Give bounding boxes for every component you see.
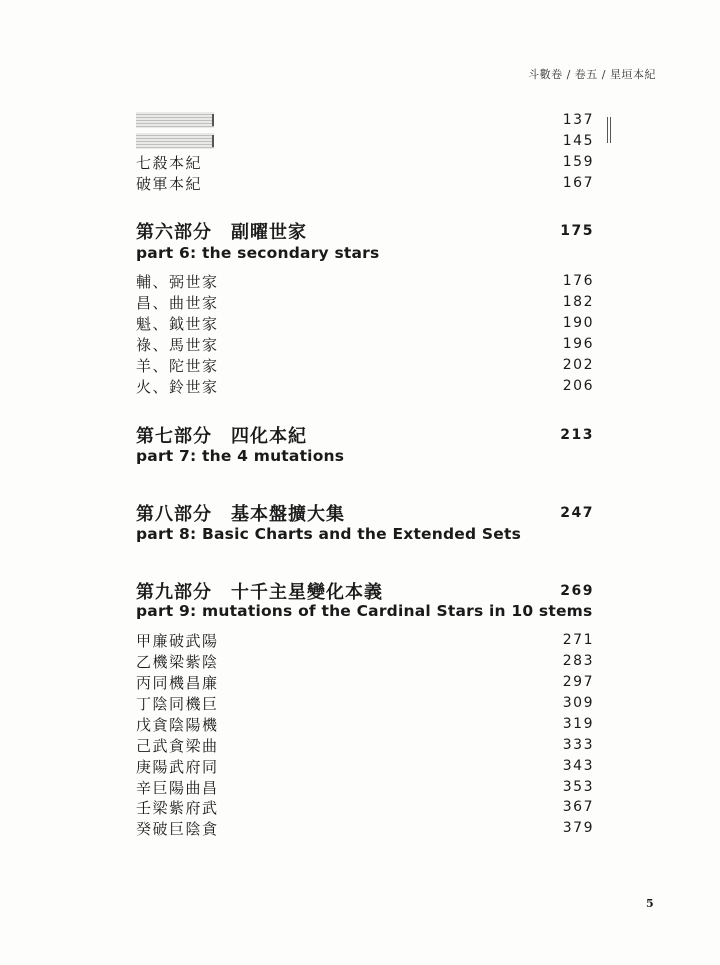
toc-title: 七殺本紀 — [136, 153, 203, 172]
toc-page-number: 206 — [562, 378, 594, 394]
toc-page-number: 137 — [562, 112, 594, 128]
part6-title-zh: 第六部分 副曜世家 — [136, 222, 307, 243]
toc-title: 庚陽武府同 — [136, 757, 219, 776]
toc-title: 祿、馬世家 — [136, 335, 219, 354]
part8-page-number: 247 — [560, 505, 594, 521]
toc-page-number: 196 — [562, 336, 594, 352]
part9-title-zh: 第九部分 十千主星變化本義 — [136, 582, 383, 603]
toc-title: 丁陰同機巨 — [136, 694, 219, 713]
toc-page-number: 297 — [562, 674, 594, 690]
toc-page-number: 176 — [562, 273, 594, 289]
toc-entry — [136, 777, 594, 797]
toc-title: 己武貪梁曲 — [136, 736, 219, 755]
toc-page-number: 190 — [562, 315, 594, 331]
toc-page-number: 182 — [562, 294, 594, 310]
toc-entry — [136, 630, 594, 650]
toc-page-number: 367 — [562, 799, 594, 815]
toc-title: 火、鈴世家 — [136, 377, 219, 396]
toc-entry-smudged — [136, 110, 594, 130]
part9-page-number: 269 — [560, 583, 594, 599]
toc-entry — [136, 292, 594, 312]
toc-entry — [136, 271, 594, 291]
toc-title: 丙同機昌廉 — [136, 673, 219, 692]
part8-title-en: part 8: Basic Charts and the Extended Sets — [136, 525, 522, 543]
toc-entry — [136, 818, 594, 838]
toc-title: 魁、鉞世家 — [136, 314, 219, 333]
toc-title: 癸破巨陰貪 — [136, 819, 219, 838]
toc-title: 破軍本紀 — [136, 174, 203, 193]
part7-page-number: 213 — [560, 427, 594, 443]
toc-page-number: 309 — [562, 695, 594, 711]
toc-entry — [136, 797, 594, 817]
toc-entry — [136, 672, 594, 692]
toc-page-number: 145 — [562, 133, 594, 149]
smudged-title — [136, 133, 214, 149]
toc-title: 壬梁紫府武 — [136, 798, 219, 817]
part8-title-zh: 第八部分 基本盤擴大集 — [136, 504, 345, 525]
toc-page-number: 353 — [562, 779, 594, 795]
toc-title: 甲廉破武陽 — [136, 631, 219, 650]
part6-page-number: 175 — [560, 223, 594, 239]
toc-page-number: 333 — [562, 737, 594, 753]
page-number: 5 — [646, 897, 654, 910]
toc-title: 辛巨陽曲昌 — [136, 778, 219, 797]
toc-entry — [136, 376, 594, 396]
toc-page-number: 343 — [562, 758, 594, 774]
toc-entry — [136, 334, 594, 354]
toc-page-number: 379 — [562, 820, 594, 836]
toc-page-number: 202 — [562, 357, 594, 373]
toc-page-number: 271 — [562, 632, 594, 648]
toc-entry — [136, 651, 594, 671]
toc-entry — [136, 693, 594, 713]
toc-entry — [136, 313, 594, 333]
part6-title-en: part 6: the secondary stars — [136, 244, 380, 262]
toc-entry-smudged — [136, 131, 594, 151]
running-header: 斗數卷 / 卷五 / 星垣本紀 — [528, 68, 656, 81]
toc-title: 戊貪陰陽機 — [136, 715, 219, 734]
toc-entry — [136, 152, 594, 172]
part7-title-en: part 7: the 4 mutations — [136, 447, 345, 465]
part6-heading — [136, 218, 594, 244]
smudged-title — [136, 112, 214, 128]
toc-entry — [136, 756, 594, 776]
part7-title-zh: 第七部分 四化本紀 — [136, 426, 307, 447]
part9-title-en: part 9: mutations of the Cardinal Stars in 10 stems — [136, 602, 593, 620]
toc-entry — [136, 714, 594, 734]
toc-page-number: 159 — [562, 154, 594, 170]
toc-page-number: 283 — [562, 653, 594, 669]
toc-title: 乙機梁紫陰 — [136, 652, 219, 671]
toc-title: 輔、弼世家 — [136, 272, 219, 291]
scan-mark — [607, 117, 611, 143]
part7-heading — [136, 422, 594, 448]
part9-heading — [136, 578, 594, 604]
toc-page-number: 167 — [562, 175, 594, 191]
part8-heading — [136, 500, 594, 526]
toc-title: 昌、曲世家 — [136, 293, 219, 312]
toc-entry — [136, 173, 594, 193]
toc-entry — [136, 735, 594, 755]
toc-title: 羊、陀世家 — [136, 356, 219, 375]
toc-entry — [136, 355, 594, 375]
toc-page-number: 319 — [562, 716, 594, 732]
